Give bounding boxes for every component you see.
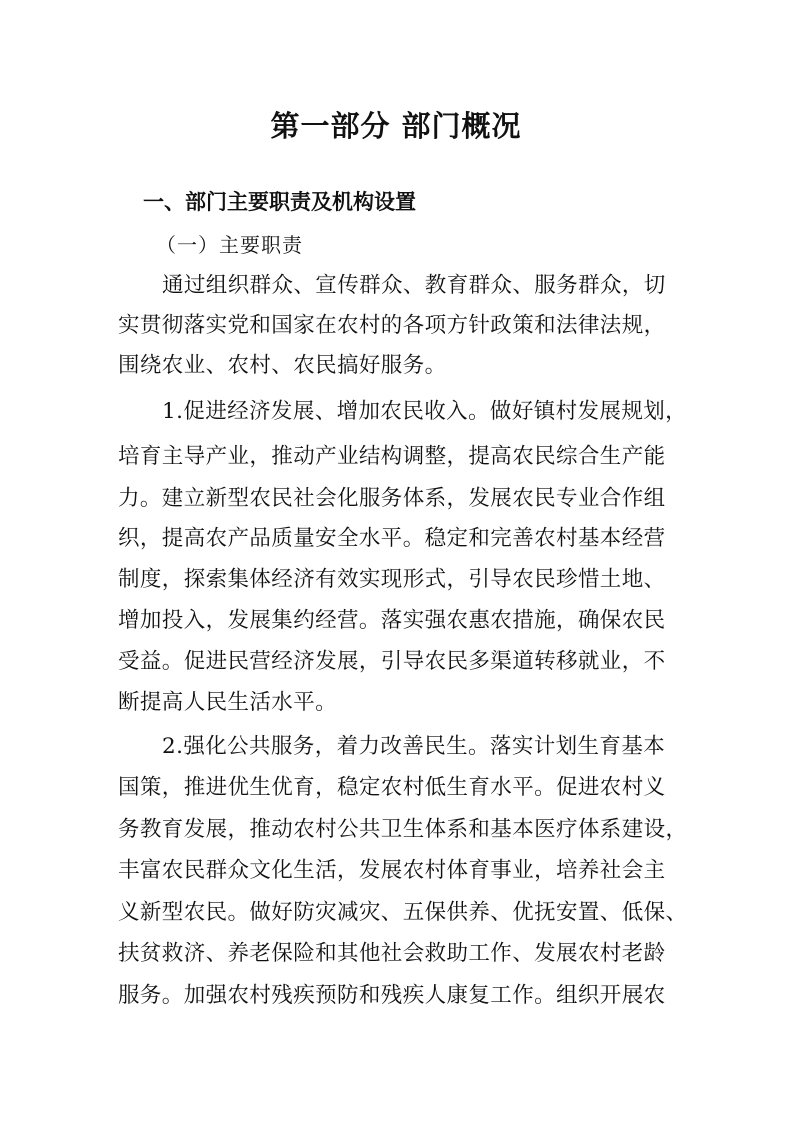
text-line: 培育主导产业，推动产业结构调整，提高农民综合生产能 [118, 444, 666, 469]
text-line: 力。建立新型农民社会化服务体系，发展农民专业合作组 [118, 486, 666, 511]
text-line: 1.促进经济发展、增加农民收入。做好镇村发展规划， [162, 399, 688, 424]
text-line: 国策，推进优生优育，稳定农村低生育水平。促进农村义 [118, 775, 666, 800]
text-line: 制度，探索集体经济有效实现形式，引导农民珍惜土地、 [118, 567, 666, 592]
text-line: 断提高人民生活水平。 [118, 690, 338, 715]
text-line: 增加投入，发展集约经营。落实强农惠农措施，确保农民 [118, 608, 666, 633]
text-line: 务教育发展，推动农村公共卫生体系和基本医疗体系建设， [118, 817, 688, 842]
text-line: 织，提高农产品质量安全水平。稳定和完善农村基本经营 [118, 526, 666, 551]
text-line: 服务。加强农村残疾预防和残疾人康复工作。组织开展农 [118, 983, 666, 1008]
text-line: 2.强化公共服务，着力改善民生。落实计划生育基本 [162, 734, 666, 759]
text-line: 丰富农民群众文化生活，发展农村体育事业，培养社会主 [118, 858, 666, 883]
text-line: 扶贫救济、养老保险和其他社会救助工作、发展农村老龄 [118, 941, 666, 966]
text-line: 通过组织群众、宣传群众、教育群众、服务群众，切 [162, 273, 666, 298]
text-line: 受益。促进民营经济发展，引导农民多渠道转移就业，不 [118, 649, 666, 674]
subsection-heading: （一）主要职责 [156, 233, 303, 257]
text-line: 义新型农民。做好防灾减灾、五保供养、优抚安置、低保、 [118, 900, 688, 925]
text-line: 实贯彻落实党和国家在农村的各项方针政策和法律法规， [118, 313, 666, 338]
page-title: 第一部分 部门概况 [270, 109, 522, 143]
text-line: 围绕农业、农村、农民搞好服务。 [118, 353, 447, 378]
section-heading: 一、部门主要职责及机构设置 [143, 190, 416, 214]
